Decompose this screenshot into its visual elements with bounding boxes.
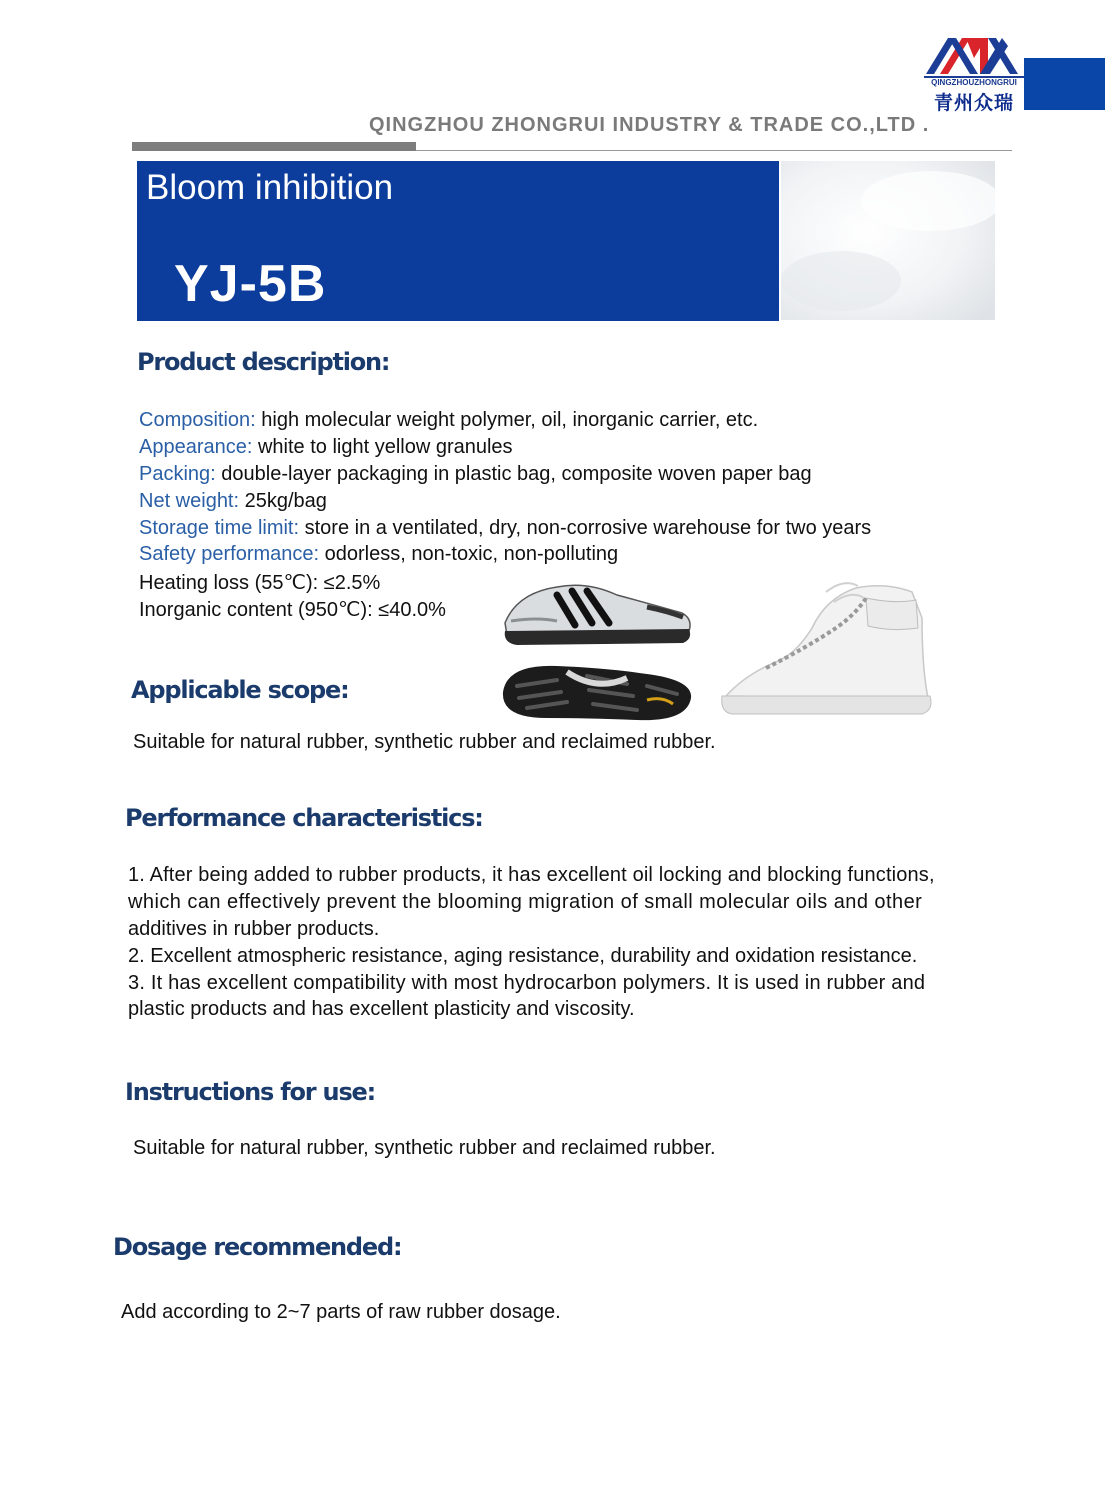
header-blue-tab <box>1024 58 1105 110</box>
performance-line: additives in rubber products. <box>128 918 380 940</box>
sneaker-side-image <box>497 573 697 653</box>
composition-row <box>139 409 758 432</box>
appearance-value: white to light yellow granules <box>252 436 513 458</box>
product-category-title: Bloom inhibition <box>146 168 394 207</box>
applicable-scope-text: Suitable for natural rubber, synthetic rubber and reclaimed rubber. <box>133 731 716 753</box>
composition-label: Composition: <box>139 409 256 431</box>
net-weight-value: 25kg/bag <box>239 490 327 512</box>
heating-loss-row: Heating loss (55℃): ≤2.5% <box>139 572 381 594</box>
applicable-scope-heading: Applicable scope: <box>131 676 349 704</box>
instructions-text: Suitable for natural rubber, synthetic rubber and reclaimed rubber. <box>133 1137 716 1159</box>
sneaker-sole-image <box>497 656 697 728</box>
appearance-row <box>139 436 513 459</box>
header-divider-line <box>416 150 1012 151</box>
product-model: YJ-5B <box>174 255 327 313</box>
storage-value: store in a ventilated, dry, non-corrosive warehouse for two years <box>299 517 872 539</box>
packing-row <box>139 463 812 486</box>
storage-label: Storage time limit: <box>139 517 300 539</box>
composition-value: high molecular weight polymer, oil, inorganic carrier, etc. <box>255 409 759 431</box>
white-powder-image <box>781 161 995 320</box>
dosage-heading: Dosage recommended: <box>113 1233 402 1261</box>
packing-label: Packing: <box>139 463 216 485</box>
logo-top-text: QINGZHOUZHONGRUI <box>931 78 1017 87</box>
instructions-heading: Instructions for use: <box>125 1078 376 1106</box>
inorganic-content-row: Inorganic content (950℃): ≤40.0% <box>139 599 446 621</box>
packing-value: double-layer packaging in plastic bag, composite woven paper bag <box>215 463 812 485</box>
safety-row <box>139 543 618 566</box>
logo-chinese-text: 青州众瑞 <box>933 93 1014 114</box>
performance-heading: Performance characteristics: <box>125 804 483 832</box>
net-weight-row <box>139 490 327 513</box>
performance-line: which can effectively prevent the blooming migration of small molecular oils and other <box>128 891 923 913</box>
company-name: QINGZHOU ZHONGRUI INDUSTRY & TRADE CO.,LTD . <box>369 114 930 136</box>
product-description-heading: Product description: <box>137 348 390 376</box>
safety-label: Safety performance: <box>139 543 320 565</box>
performance-line: plastic products and has excellent plasticity and viscosity. <box>128 998 635 1020</box>
performance-line: 2. Excellent atmospheric resistance, aging resistance, durability and oxidation resistance. <box>128 945 918 967</box>
header-divider-bar <box>132 142 416 151</box>
performance-line: 1. After being added to rubber products, it has excellent oil locking and blocking functions, <box>128 864 935 886</box>
safety-value: odorless, non-toxic, non-polluting <box>319 543 619 565</box>
dosage-text: Add according to 2~7 parts of raw rubber dosage. <box>121 1301 561 1323</box>
appearance-label: Appearance: <box>139 436 253 458</box>
net-weight-label: Net weight: <box>139 490 240 512</box>
storage-row <box>139 517 871 540</box>
white-high-top-sneaker-image <box>716 578 938 720</box>
performance-line: 3. It has excellent compatibility with most hydrocarbon polymers. It is used in rubber and <box>128 972 926 994</box>
